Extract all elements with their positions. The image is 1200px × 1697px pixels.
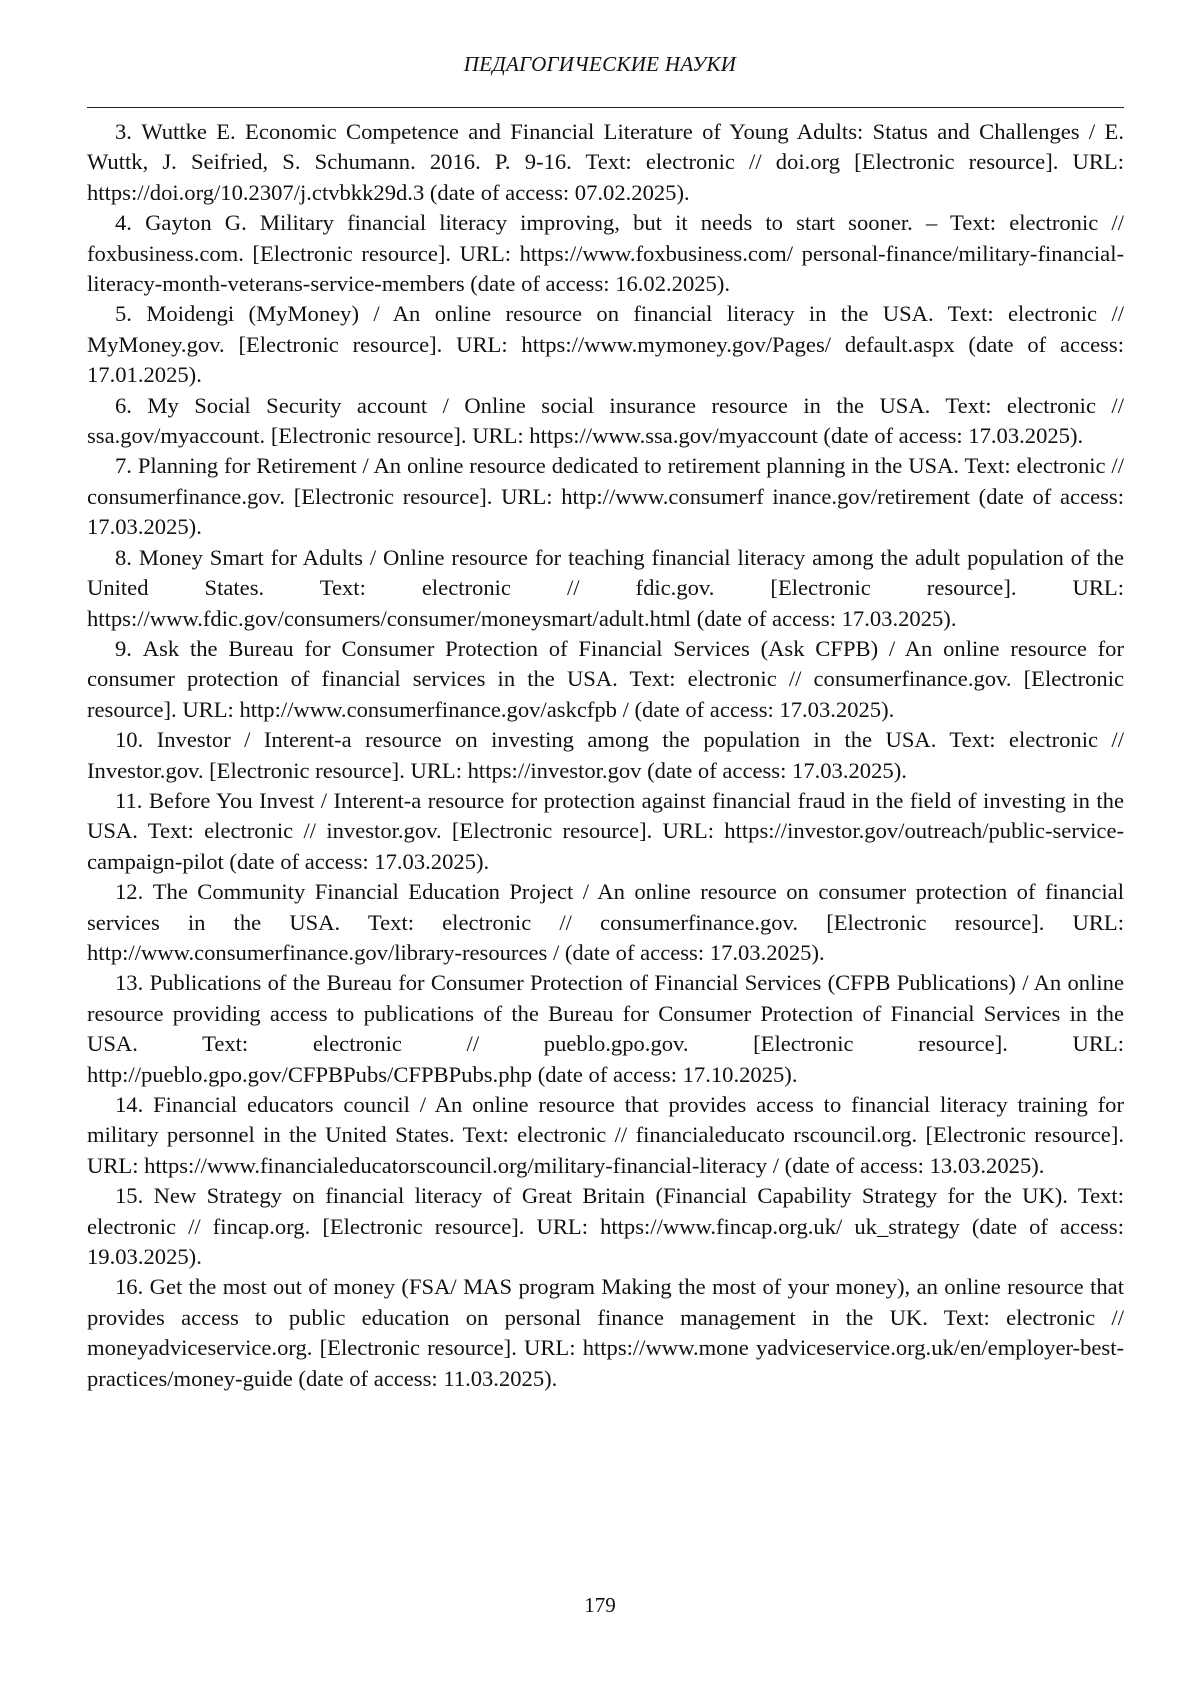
reference-number: 16. <box>115 1274 144 1300</box>
reference-text: Before You Invest / Interent-a resource for protection against financial fraud in the field of investing in the USA. Text: electronic // investor.gov. [Electronic resource]. URL: https://investor.gov/outreach/public-service-campaign-pilot (date of access: 17.03.2025). <box>87 787 1124 874</box>
reference-text: My Social Security account / Online social insurance resource in the USA. Text: electronic // ssa.gov/myaccount. [Electronic resource]. URL: https://www.ssa.gov/myaccount (date of access: 17.03.2025). <box>87 392 1124 449</box>
reference-item <box>87 1090 1124 1181</box>
reference-item <box>87 391 1124 452</box>
reference-item <box>87 1181 1124 1272</box>
reference-item <box>87 634 1124 725</box>
header-divider <box>87 107 1124 108</box>
reference-number: 11. <box>115 787 143 813</box>
reference-text: Gayton G. Military financial literacy improving, but it needs to start sooner. – Text: electronic // foxbusiness.com. [Electronic resource]. URL: https://www.foxbusiness.com/ personal-finance/military-financial-literacy-month-veterans-service-members (date of access: 16.02.2025). <box>87 210 1124 297</box>
reference-number: 4. <box>115 210 132 236</box>
reference-item <box>87 968 1124 1090</box>
reference-text: Investor / Interent-a resource on investing among the population in the USA. Text: electronic // Investor.gov. [Electronic resource]. URL: https://investor.gov (date of access: 17.03.2025). <box>87 727 1124 783</box>
reference-text: The Community Financial Education Project / An online resource on consumer protection of financial services in the USA. Text: electronic // consumerfinance.gov. [Electronic resource]. URL: http://www.consumerfinance.gov/library-resources / (date of access: 17.03.2025). <box>87 879 1124 965</box>
reference-text: Wuttke E. Economic Competence and Financial Literature of Young Adults: Status and Challenges / E. Wuttk, J. Seifried, S. Schumann. 2016. P. 9-16. Text: electronic // doi.org [Electronic resource]. URL: https://doi.org/10.2307/j.ctvbkk29d.3 (date of access: 07.02.2025). <box>87 119 1124 205</box>
reference-number: 6. <box>115 392 132 418</box>
reference-text: Get the most out of money (FSA/ MAS program Making the most of your money), an online resource that provides access to public education on personal finance management in the UK. Text: electronic // moneyadviceservice.org. [Electronic resource]. URL: https://www.mone yadviceservice.org.uk/en/employer-best-practices/money-guide (date of access: 11.03.2025). <box>87 1274 1124 1391</box>
reference-item <box>87 299 1124 390</box>
reference-number: 14. <box>115 1092 144 1117</box>
reference-number: 8. <box>115 544 132 570</box>
reference-text: New Strategy on financial literacy of Great Britain (Financial Capability Strategy for the UK). Text: electronic // fincap.org. [Electronic resource]. URL: https://www.fincap.org.uk/ uk_strategy (date of access: 19.03.2025). <box>87 1183 1124 1270</box>
reference-item <box>87 1272 1124 1394</box>
running-header: ПЕДАГОГИЧЕСКИЕ НАУКИ <box>463 52 737 76</box>
reference-number: 5. <box>115 301 132 327</box>
reference-number: 12. <box>115 879 144 905</box>
reference-item <box>87 451 1124 542</box>
reference-list <box>87 117 1124 1394</box>
reference-number: 15. <box>115 1183 144 1209</box>
reference-number: 7. <box>115 453 132 479</box>
reference-item <box>87 786 1124 877</box>
reference-number: 13. <box>115 970 144 996</box>
reference-item <box>87 543 1124 634</box>
reference-number: 9. <box>115 635 132 661</box>
reference-item <box>87 117 1124 208</box>
reference-number: 3. <box>115 119 132 144</box>
reference-text: Planning for Retirement / An online resource dedicated to retirement planning in the USA. Text: electronic // consumerfinance.gov. [Electronic resource]. URL: http://www.consumerf inance.gov/retirement (date of access: 17.03.2025). <box>87 453 1124 540</box>
page-number: 179 <box>584 1593 616 1617</box>
reference-text: Publications of the Bureau for Consumer Protection of Financial Services (CFPB Publications) / An online resource providing access to publications of the Bureau for Consumer Protection of Financial Services in the USA. Text: electronic // pueblo.gpo.gov. [Electronic resource]. URL: http://pueblo.gpo.gov/CFPBPubs/CFPBPubs.php (date of access: 17.10.2025). <box>87 970 1124 1087</box>
reference-text: Moidengi (MyMoney) / An online resource on financial literacy in the USA. Text: electronic // MyMoney.gov. [Electronic resource]. URL: https://www.mymoney.gov/Pages/ default.aspx (date of access: 17.01.2025). <box>87 301 1125 388</box>
reference-text: Ask the Bureau for Consumer Protection of Financial Services (Ask CFPB) / An online resource for consumer protection of financial services in the USA. Text: electronic // consumerfinance.gov. [Electronic resource]. URL: http://www.consumerfinance.gov/askcfpb / (date of access: 17.03.2025). <box>87 635 1124 722</box>
reference-item <box>87 877 1124 968</box>
reference-item <box>87 208 1124 299</box>
reference-text: Financial educators council / An online resource that provides access to financial literacy training for military personnel in the United States. Text: electronic // financialeducato rscouncil.org. [Electronic resource]. URL: https://www.financialeducatorscouncil.org/military-financial-literacy / (date of access: 13.03.2025). <box>87 1092 1124 1178</box>
reference-text: Money Smart for Adults / Online resource for teaching financial literacy among the adult population of the United States. Text: electronic // fdic.gov. [Electronic resource]. URL: https://www.fdic.gov/consumers/consumer/moneysmart/adult.html (date of access: 17.03.2025). <box>87 544 1124 631</box>
reference-item <box>87 725 1124 786</box>
reference-number: 10. <box>115 727 144 753</box>
